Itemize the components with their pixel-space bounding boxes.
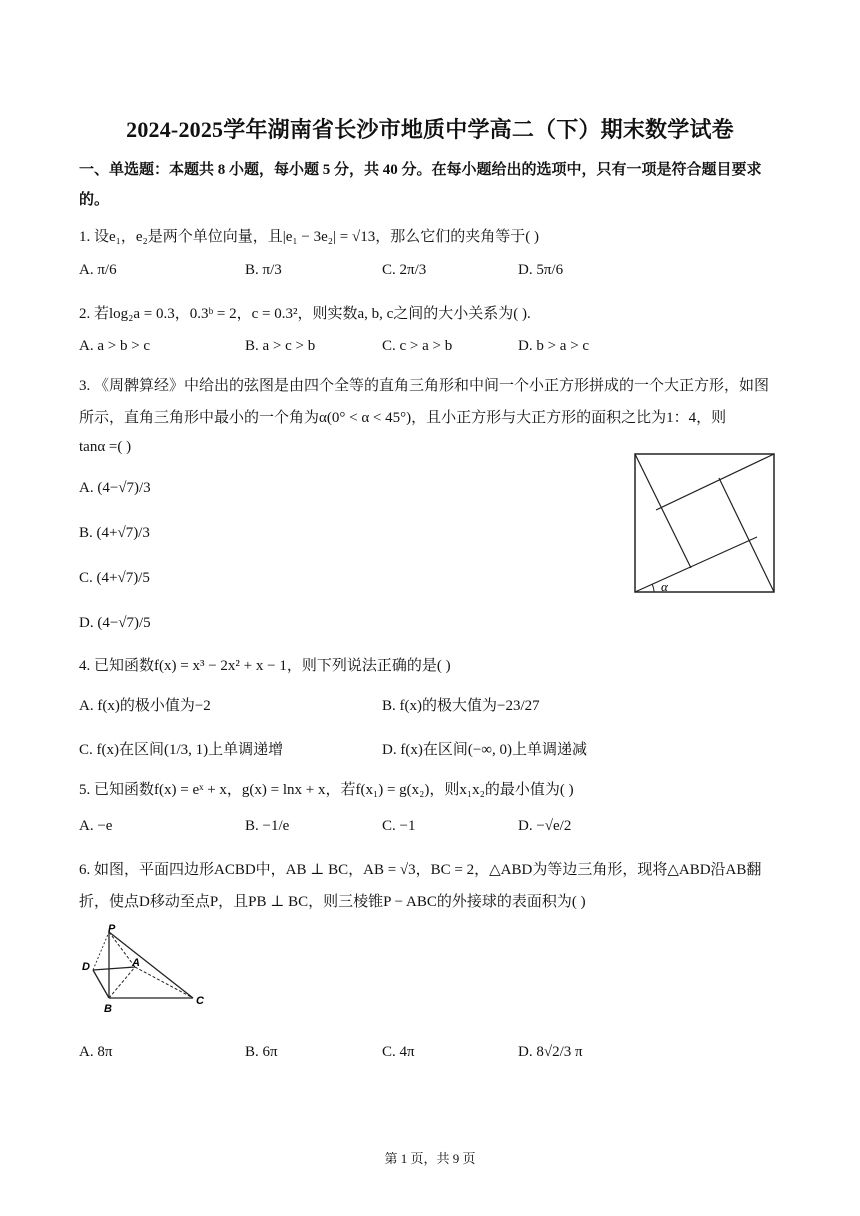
q5-option-b: B. −1/e <box>245 818 290 834</box>
q2-option-c: C. c > a > b <box>382 338 453 354</box>
question-1-stem: 1. 设e₁，e₂是两个单位向量，且|e₁ − 3e₂| = √13，那么它们的夹角等于( ) <box>79 229 539 245</box>
question-3-line1: 3. 《周髀算经》中给出的弦图是由四个全等的直角三角形和中间一个小正方形拼成的一个大正方形，如图 <box>79 378 770 394</box>
q3-option-a: A. (4−√7)/3 <box>79 480 151 496</box>
q1-option-a: A. π/6 <box>79 262 117 278</box>
section-heading-cont: 的。 <box>79 192 110 208</box>
page-title: 2024-2025学年湖南省长沙市地质中学高二（下）期末数学试卷 <box>126 117 734 142</box>
tetrahedron-figure <box>80 922 210 1014</box>
q1-option-d: D. 5π/6 <box>518 262 564 278</box>
figure-label-c: C <box>196 995 204 1007</box>
question-3-line2: 所示，直角三角形中最小的一个角为α(0° < α < 45°)，且小正方形与大正方形的面积之比为1：4，则 <box>79 410 727 426</box>
question-3-line3: tanα =( ) <box>79 439 132 455</box>
q2-option-d: D. b > a > c <box>518 338 590 354</box>
q1-option-c: C. 2π/3 <box>382 262 427 278</box>
figure-label-b: B <box>104 1003 112 1014</box>
q4-option-b: B. f(x)的极大值为−23/27 <box>382 698 540 714</box>
q5-option-a: A. −e <box>79 818 113 834</box>
question-6-line2: 折，使点D移动至点P，且PB ⊥ BC，则三棱锥P − ABC的外接球的表面积为( ) <box>79 894 586 910</box>
question-4-stem: 4. 已知函数f(x) = x³ − 2x² + x − 1，则下列说法正确的是( ) <box>79 658 451 674</box>
figure-label-p: P <box>108 923 116 935</box>
question-2-stem: 2. 若log₂a = 0.3，0.3ᵇ = 2，c = 0.3²，则实数a, b, c之间的大小关系为( ). <box>79 306 531 322</box>
section-heading: 一、单选题：本题共 8 小题，每小题 5 分，共 40 分。在每小题给出的选项中，只有一项是符合题目要求 <box>79 162 762 178</box>
q1-option-b: B. π/3 <box>245 262 282 278</box>
q2-option-b: B. a > c > b <box>245 338 316 354</box>
q3-option-c: C. (4+√7)/5 <box>79 570 150 586</box>
q3-option-d: D. (4−√7)/5 <box>79 615 151 631</box>
q5-option-d: D. −√e/2 <box>518 818 572 834</box>
figure-label-a: A <box>132 957 140 969</box>
q5-option-c: C. −1 <box>382 818 416 834</box>
q6-option-a: A. 8π <box>79 1044 113 1060</box>
question-5-stem: 5. 已知函数f(x) = eˣ + x，g(x) = lnx + x，若f(x₁) = g(x₂)，则x₁x₂的最小值为( ) <box>79 782 574 798</box>
q4-option-c: C. f(x)在区间(1/3, 1)上单调递增 <box>79 742 284 758</box>
figure-label-d: D <box>82 961 90 973</box>
question-6-line1: 6. 如图，平面四边形ACBD中，AB ⊥ BC，AB = √3，BC = 2，△ABD为等边三角形，现将△ABD沿AB翻 <box>79 862 762 878</box>
q4-option-a: A. f(x)的极小值为−2 <box>79 698 211 714</box>
q3-option-b: B. (4+√7)/3 <box>79 525 150 541</box>
q6-option-d: D. 8√2/3 π <box>518 1044 583 1060</box>
q2-option-a: A. a > b > c <box>79 338 151 354</box>
page-footer: 第 1 页，共 9 页 <box>384 1151 476 1166</box>
q6-option-b: B. 6π <box>245 1044 278 1060</box>
q6-option-c: C. 4π <box>382 1044 415 1060</box>
figure-label-alpha: α <box>661 579 668 594</box>
xian-diagram-figure <box>634 453 776 595</box>
q4-option-d: D. f(x)在区间(−∞, 0)上单调递减 <box>382 742 587 758</box>
